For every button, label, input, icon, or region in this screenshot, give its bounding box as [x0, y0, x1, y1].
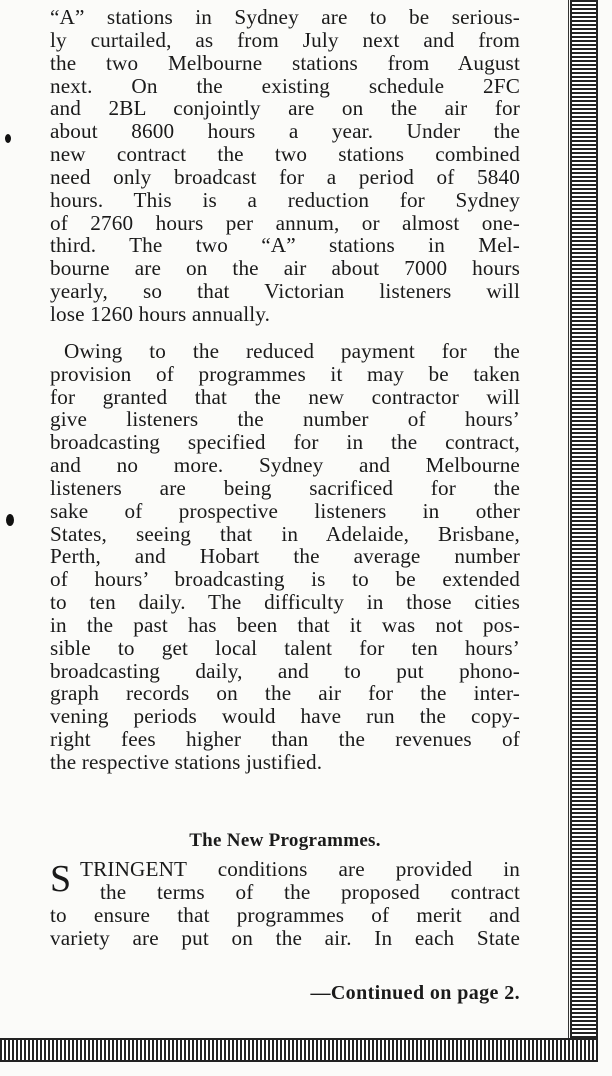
text-line: for granted that the new contractor will	[50, 384, 520, 409]
ink-speck	[5, 134, 11, 143]
text-line: variety are put on the air. In each State	[50, 925, 520, 950]
text-line: the terms of the proposed contract	[100, 879, 520, 904]
text-line: of 2760 hours per annum, or almost one-	[50, 210, 520, 235]
decorative-border-bottom	[0, 1038, 598, 1062]
text-line: next. On the existing schedule 2FC	[50, 73, 520, 98]
text-line: States, seeing that in Adelaide, Brisbane,	[50, 521, 520, 546]
text-line: graph records on the air for the inter-	[50, 681, 520, 706]
text-line: third. The two “A” stations in Mel-	[50, 233, 520, 258]
paragraph-3	[50, 858, 520, 949]
text-line: yearly, so that Victorian listeners will	[50, 279, 520, 304]
ink-speck	[6, 514, 14, 526]
text-line: ly curtailed, as from July next and from	[50, 27, 520, 52]
text-line: need only broadcast for a period of 5840	[50, 164, 520, 189]
text-line: bourne are on the air about 7000 hours	[50, 256, 520, 281]
section-heading: The New Programmes.	[189, 830, 381, 851]
drop-cap: S	[50, 858, 72, 900]
paragraph-1	[50, 6, 520, 326]
decorative-border-right	[570, 0, 598, 1050]
paragraph-2	[50, 340, 520, 774]
text-line: broadcasting specified for in the contract,	[50, 430, 520, 455]
text-line: Owing to the reduced payment for the	[64, 338, 520, 363]
text-line: to ensure that programmes of merit and	[50, 902, 520, 927]
text-line: hours. This is a reduction for Sydney	[50, 187, 520, 212]
text-line: broadcasting daily, and to put phono-	[50, 658, 520, 683]
text-line: right fees higher than the revenues of	[50, 727, 520, 752]
text-line: and no more. Sydney and Melbourne	[50, 453, 520, 478]
text-line: “A” stations in Sydney are to be serious-	[50, 5, 520, 29]
continued-note: —Continued on page 2.	[310, 982, 520, 1004]
article-column	[50, 6, 520, 774]
text-line: in the past has been that it was not pos-	[50, 612, 520, 637]
text-line: listeners are being sacrificed for the	[50, 475, 520, 500]
text-line: about 8600 hours a year. Under the	[50, 119, 520, 144]
column-rule-line	[568, 0, 569, 1038]
text-line: provision of programmes it may be taken	[50, 361, 520, 386]
text-line: the respective stations justified.	[50, 750, 323, 774]
text-line: the two Melbourne stations from August	[50, 50, 520, 75]
text-line: lose 1260 hours annually.	[50, 301, 271, 326]
text-line: Perth, and Hobart the average number	[50, 544, 520, 569]
text-line: of hours’ broadcasting is to be extended	[50, 567, 520, 592]
text-line: new contract the two stations combined	[50, 142, 520, 167]
text-line: to ten daily. The difficulty in those cities	[50, 590, 520, 615]
text-line: vening periods would have run the copy-	[50, 704, 520, 729]
text-line: TRINGENT conditions are provided in	[80, 857, 520, 881]
text-line: sible to get local talent for ten hours’	[50, 635, 520, 660]
text-line: sake of prospective listeners in other	[50, 498, 520, 523]
text-line: give listeners the number of hours’	[50, 407, 520, 432]
text-line: and 2BL conjointly are on the air for	[50, 96, 520, 121]
